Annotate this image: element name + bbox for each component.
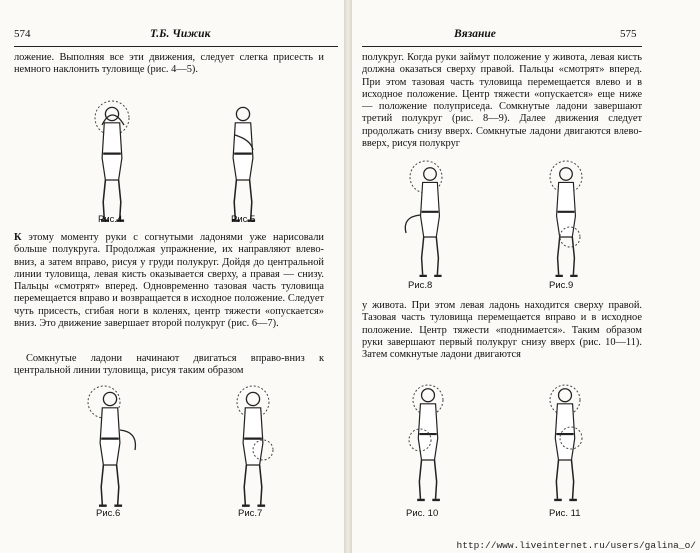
left-text-top: ложение. Выполняя все эти движения, следует слегка присесть и немного наклонить туловище (рис. 4—5).	[14, 52, 324, 76]
caption-fig5: Рис.5	[231, 214, 256, 225]
right-running-head: Вязание	[454, 28, 496, 40]
figure-6	[88, 386, 135, 506]
figure-11	[550, 385, 582, 500]
figure-8	[405, 161, 442, 276]
caption-fig8: Рис.8	[408, 280, 433, 291]
watermark-url: http://www.liveinternet.ru/users/galina_o/	[456, 540, 696, 551]
caption-fig4: Рис.4	[98, 214, 123, 225]
caption-fig7: Рис.7	[238, 508, 263, 519]
caption-fig10: Рис. 10	[406, 508, 439, 519]
figure-5	[232, 107, 255, 220]
figure-9	[550, 161, 582, 276]
figure-7	[237, 386, 273, 506]
left-page-number: 574	[14, 28, 31, 40]
drop-cap: К	[14, 232, 22, 243]
right-text-middle: у живота. При этом левая ладонь находится сверху правой. Тазовая часть туловища перемещается вправо и в исходное положение. Центр тяжести «поднимается». Таким образом руки завершают первый полукруг снизу вверх (рис. 10—11). Затем сомкнутые ладони двигаются	[362, 300, 642, 361]
caption-fig9: Рис.9	[549, 280, 574, 291]
left-text-bottom: Сомкнутые ладони начинают двигаться вправо-вниз к центральной линии туловища, рисуя таким образом	[14, 353, 324, 377]
left-text-middle: этому моменту руки с согнутыми ладонями уже нарисовали больше полукруга. Продолжая упражнение, их направляют влево-вниз, а затем вправо, рисуя у груди полукруг. Дойдя до центральной линии туловища, левая кисть оказывается сверху, а правая — снизу. Пальцы «смотрят» вперед. Одновременно тазовая часть туловища перемещается вправо и возвращается в исходное положение. Следует чуть присесть, сгибая ноги в коленях, центр тяжести «опускается» вниз. Это движение завершает второй полукруг (рис. 6—7).	[14, 232, 324, 330]
caption-fig11: Рис. 11	[549, 508, 581, 519]
caption-fig6: Рис.6	[96, 508, 121, 519]
figure-4	[95, 101, 129, 221]
right-text-top: полукруг. Когда руки займут положение у живота, левая кисть должна оказаться сверху правой. Пальцы «смотрят» вперед. При этом тазовая часть туловища перемещается влево и в исходное положение. Центр тяжести «опускается» еще ниже — положение полуприседа. Сомкнутые ладони завершают третий полукруг (рис. 8—9). Далее движения следует продолжать снизу вверх. Сомкнутые ладони двигаются влево-вверх, рисуя полукруг	[362, 52, 642, 150]
left-running-head: Т.Б. Чижик	[150, 28, 211, 40]
right-page-number: 575	[620, 28, 637, 40]
figure-10	[409, 385, 443, 500]
